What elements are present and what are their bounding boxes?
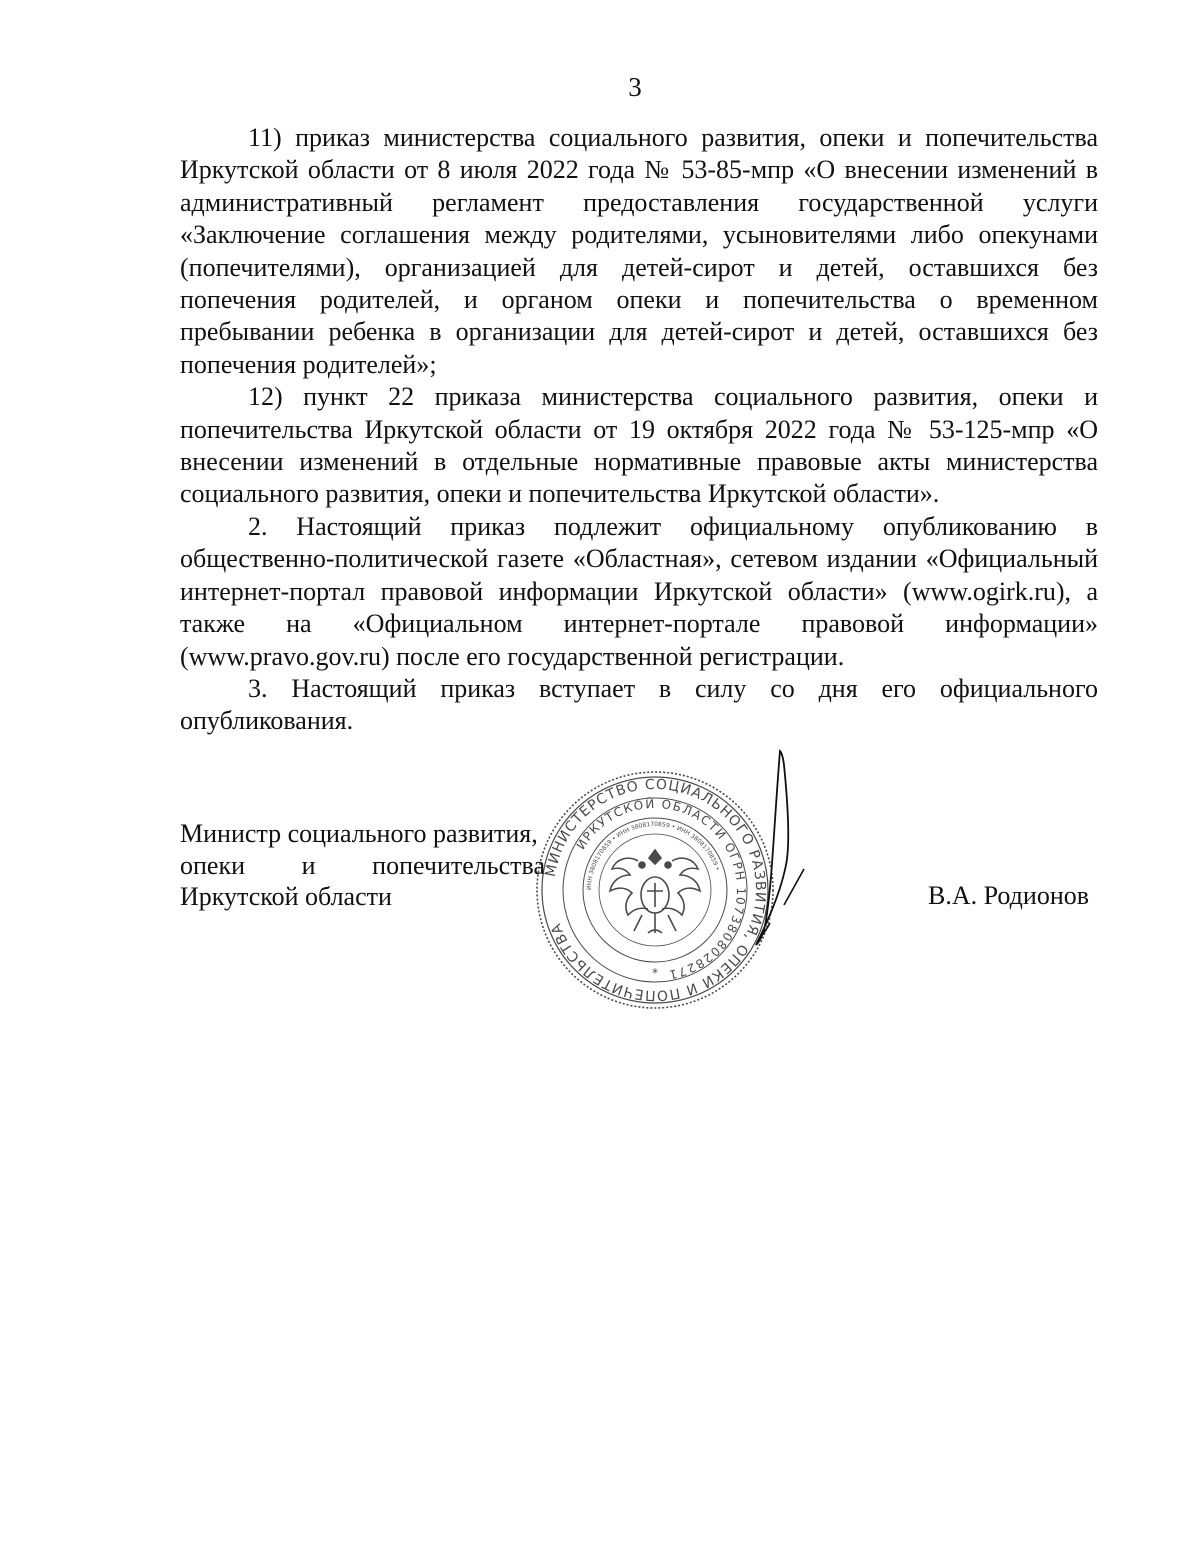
signatory-title-line-1: Министр социального развития,	[180, 819, 538, 848]
seal-star-icon: *	[652, 966, 658, 980]
paragraph-entry-into-force: 3. Настоящий приказ вступает в силу со дня его официального опубликования.	[180, 673, 1098, 736]
paragraph-publication: 2. Настоящий приказ подлежит официальному опубликованию в общественно-политической газете «Областная», сетевом издании «Официальный интернет-портал правовой информации Иркутской области» (www.ogirk.ru), а также на «Официальном интернет-портале правовой информации» (www.pravo.gov.ru) после его государственной регистрации.	[180, 511, 1098, 671]
signatory-title-word-2: и	[301, 850, 316, 880]
signatory-title-word-1: опеки	[180, 850, 245, 880]
paragraph-item-12: 12) пункт 22 приказа министерства социального развития, опеки и попечительства Иркутской области от 19 октября 2022 года № 53-125-мпр «О внесении изменений в отдельные нормативные правовые акты министерства социального развития, опеки и попечительства Иркутской области».	[180, 382, 1098, 509]
signatory-name: В.А. Родионов	[928, 881, 1090, 910]
double-headed-eagle-icon	[610, 850, 700, 933]
seal-outer-text: МИНИСТЕРСТВО СОЦИАЛЬНОГО РАЗВИТИЯ, ОПЕКИ И ПОПЕЧИТЕЛЬСТВА	[542, 776, 769, 1004]
signatory-title-line-2	[180, 850, 545, 882]
document-body	[180, 122, 1098, 738]
seal-inn-ring-text: ИНН 3808170859 • ИНН 3808170859 • ИНН 3808170859 •	[585, 820, 721, 891]
paragraph-item-11: 11) приказ министерства социального развития, опеки и попечительства Иркутской области от 8 июля 2022 года № 53-85-мпр «О внесении изменений в административный регламент предоставления государственной услуги «Заключение соглашения между родителями, усыновителями либо опекунами (попечителями), организацией для детей-сирот и детей, оставшихся без попечения родителей, и органом опеки и попечительства о временном пребывании ребенка в организации для детей-сирот и детей, оставшихся без попечения родителей»;	[180, 123, 1098, 379]
signatory-title-word-3: попечительства	[372, 850, 545, 880]
signatory-title-line-3: Иркутской области	[180, 882, 392, 911]
signatory-title	[180, 818, 560, 913]
handwritten-signature	[736, 745, 816, 985]
page-number: 3	[628, 72, 642, 102]
seal-inner-text: ИРКУТСКОЙ ОБЛАСТИ ОГРН 1073808028271	[573, 796, 749, 982]
